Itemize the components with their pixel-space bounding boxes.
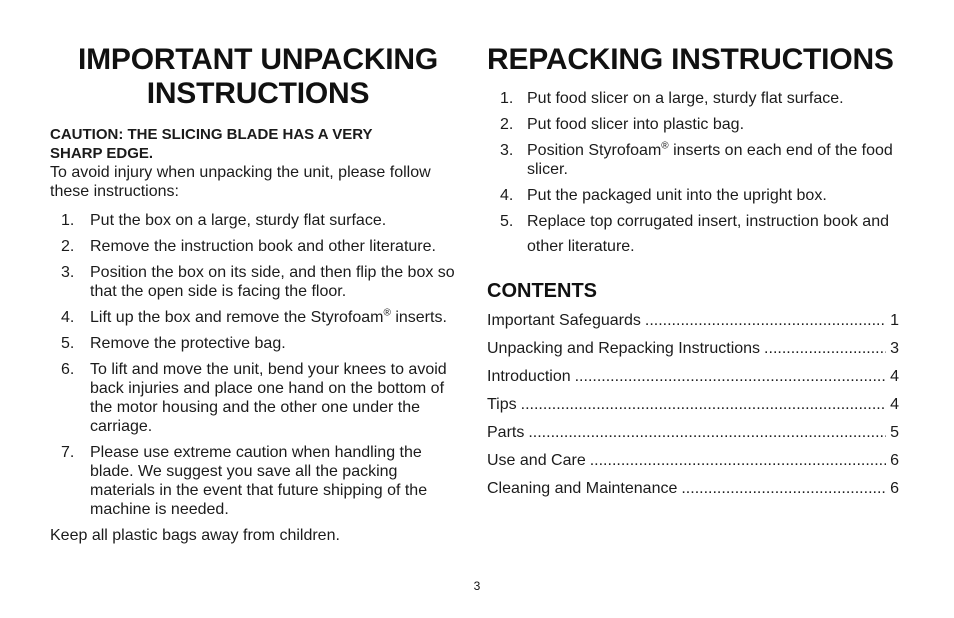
step-number: 3.: [500, 142, 514, 159]
toc-entry: [487, 367, 899, 395]
step-text: Please use extreme caution when handling the blade. We suggest you save all the packing materials in the event that future shipping of the machine is needed.: [90, 444, 428, 518]
step-text: [90, 308, 466, 327]
step-text: Put the box on a large, sturdy flat surface.: [90, 212, 387, 229]
toc-label: Parts: [487, 424, 525, 441]
list-item: [50, 237, 466, 256]
toc-leader: [764, 339, 886, 358]
toc-entry: [487, 339, 899, 367]
unpacking-title-line2: INSTRUCTIONS: [146, 77, 370, 110]
toc-label: Introduction: [487, 368, 571, 385]
caution-line1: CAUTION: THE SLICING BLADE HAS A VERY: [50, 126, 373, 143]
toc-leader: [521, 395, 886, 414]
toc-page: 3: [890, 340, 899, 357]
toc-leader: [590, 451, 886, 470]
step-number: 1.: [61, 212, 75, 229]
toc-entry: [487, 395, 899, 423]
list-item: [50, 443, 466, 519]
caution-heading: [50, 125, 466, 163]
page-number: 3: [473, 579, 481, 593]
list-item: [487, 115, 899, 134]
step-text-part: inserts on each end of the food slicer.: [527, 142, 893, 178]
step-number: 4.: [500, 187, 514, 204]
list-item: [50, 360, 466, 436]
step-number: 5.: [500, 213, 514, 230]
toc-page: 6: [890, 452, 899, 469]
step-text-part: Position Styrofoam: [527, 142, 662, 159]
step-number: 1.: [500, 90, 514, 107]
toc-label: Use and Care: [487, 452, 586, 469]
contents-title: CONTENTS: [487, 280, 597, 302]
step-text: Put food slicer on a large, sturdy flat surface.: [527, 90, 844, 107]
step-number: 6.: [61, 361, 75, 378]
step-text: To lift and move the unit, bend your knees to avoid back injuries and place one hand on the bottom of the motor housing and the other one under the carriage.: [90, 361, 447, 435]
unpacking-title-line1: IMPORTANT UNPACKING: [77, 43, 439, 76]
toc-leader: [575, 367, 886, 386]
unpacking-section: [50, 40, 466, 545]
step-number: 5.: [61, 335, 75, 352]
step-text: Position the box on its side, and then flip the box so that the open side is facing the floor.: [90, 264, 455, 300]
toc-page: 4: [890, 368, 899, 385]
toc-label: Important Safeguards: [487, 312, 641, 329]
unpacking-title: [50, 43, 466, 111]
list-item: [50, 308, 466, 327]
step-text: Remove the instruction book and other literature.: [90, 238, 436, 255]
repacking-steps: [487, 89, 899, 259]
step-text-part: Lift up the box and remove the Styrofoam: [90, 309, 384, 326]
toc-leader: [681, 479, 886, 498]
step-text-part: inserts.: [390, 309, 447, 326]
toc-leader: [528, 423, 886, 442]
step-text: Replace top corrugated insert, instruction book and other literature.: [527, 213, 889, 255]
toc-page: 4: [890, 396, 899, 413]
toc-entry: [487, 451, 899, 479]
toc-label: Tips: [487, 396, 517, 413]
step-number: 7.: [61, 444, 75, 461]
list-item: [50, 263, 466, 301]
list-item: [487, 212, 899, 259]
unpacking-intro: To avoid injury when unpacking the unit, please follow these instructions:: [50, 164, 431, 200]
list-item: [487, 141, 899, 179]
toc-entry: [487, 423, 899, 451]
registered-mark: ®: [383, 307, 391, 319]
toc-entry: [487, 311, 899, 339]
toc-page: 1: [890, 312, 899, 329]
repacking-section: [487, 40, 899, 507]
step-number: 3.: [61, 264, 75, 281]
toc-leader: [645, 311, 886, 330]
step-text: Put the packaged unit into the upright box.: [527, 187, 827, 204]
step-text: Remove the protective bag.: [90, 335, 286, 352]
list-item: [487, 186, 899, 205]
toc-entry: [487, 479, 899, 507]
plastic-bag-warning: Keep all plastic bags away from children.: [50, 527, 340, 544]
caution-line2: SHARP EDGE.: [50, 145, 154, 162]
repacking-title: REPACKING INSTRUCTIONS: [487, 43, 894, 76]
list-item: [50, 211, 466, 230]
step-text: Put food slicer into plastic bag.: [527, 116, 745, 133]
toc-label: Unpacking and Repacking Instructions: [487, 340, 761, 357]
step-number: 2.: [500, 116, 514, 133]
unpacking-steps: [50, 211, 466, 519]
toc-label: Cleaning and Maintenance: [487, 480, 678, 497]
toc-page: 6: [890, 480, 899, 497]
contents-list: [487, 311, 899, 507]
step-text: [527, 141, 899, 179]
step-number: 2.: [61, 238, 75, 255]
step-number: 4.: [61, 309, 75, 326]
toc-page: 5: [890, 424, 899, 441]
list-item: [487, 89, 899, 108]
list-item: [50, 334, 466, 353]
registered-mark: ®: [661, 140, 669, 152]
